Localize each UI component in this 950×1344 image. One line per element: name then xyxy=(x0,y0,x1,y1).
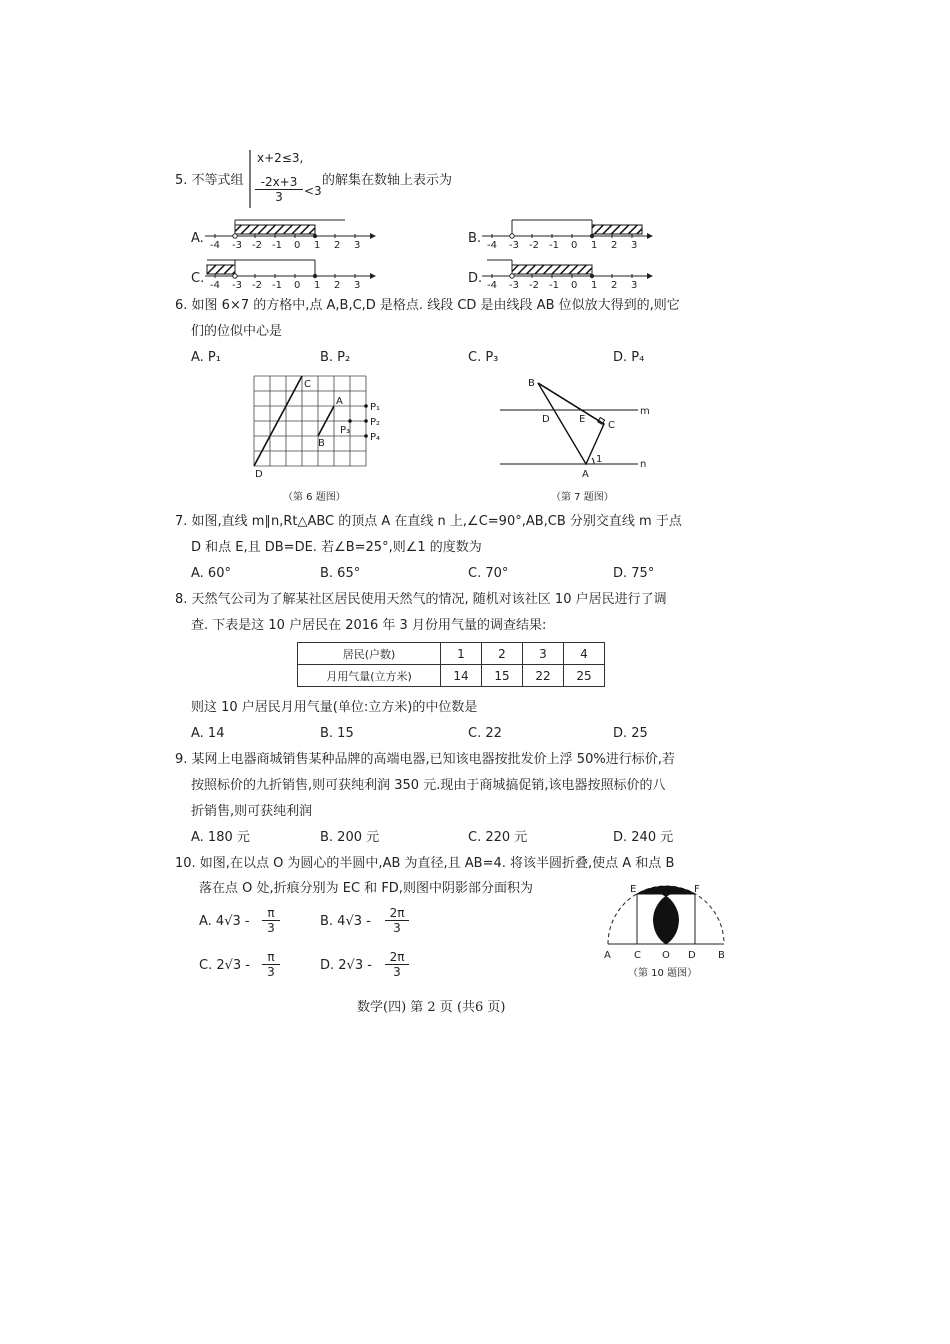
page-footer: 数学(四) 第 2 页 (共6 页) xyxy=(357,1000,506,1015)
q7-label-1: 1 xyxy=(596,454,603,465)
q7-label-n: n xyxy=(640,459,647,470)
q5-ineq2-rel: <3 xyxy=(304,184,322,198)
table-cell: 1 xyxy=(441,643,482,665)
q10-option-d[interactable]: D. 2√3 - xyxy=(320,958,372,973)
q10-option-c[interactable]: C. 2√3 - xyxy=(199,958,250,973)
table-header-households: 居民(户数) xyxy=(298,643,441,665)
q6-option-d[interactable]: D. P₄ xyxy=(613,350,645,365)
q9-option-b[interactable]: B. 200 元 xyxy=(320,830,380,845)
q7-option-c[interactable]: C. 70° xyxy=(468,566,509,581)
q9-option-c[interactable]: C. 220 元 xyxy=(468,830,528,845)
q6-option-b[interactable]: B. P₂ xyxy=(320,350,351,365)
q10-label-a: A xyxy=(604,950,611,961)
q5-option-d-numberline xyxy=(482,258,652,294)
q5-ineq2-num: -2x+3 xyxy=(255,175,303,190)
q7-label-d: D xyxy=(542,414,550,425)
table-cell: 15 xyxy=(482,665,523,687)
q6-label-p2: P₂ xyxy=(370,417,381,428)
table-row xyxy=(298,643,605,665)
q7-label-m: m xyxy=(640,406,650,417)
q10-line2: 落在点 O 处,折痕分别为 EC 和 FD,则图中阴影部分面积为 xyxy=(199,881,533,896)
q10-line1: 10. 如图,在以点 O 为圆心的半圆中,AB 为直径,且 AB=4. 将该半圆折叠,使点 A 和点 B xyxy=(175,856,675,871)
q7-label-b: B xyxy=(528,378,535,389)
table-cell: 25 xyxy=(564,665,605,687)
q8-option-a[interactable]: A. 14 xyxy=(191,726,225,741)
table-cell: 22 xyxy=(523,665,564,687)
q6-label-d: D xyxy=(255,469,263,480)
q5-option-c-label[interactable]: C. xyxy=(191,271,205,286)
q10-label-c: C xyxy=(634,950,641,961)
q10-label-d: D xyxy=(688,950,696,961)
q10-option-b[interactable]: B. 4√3 - xyxy=(320,914,371,929)
q5-stem-suffix: 的解集在数轴上表示为 xyxy=(322,173,453,188)
q6-option-c[interactable]: C. P₃ xyxy=(468,350,499,365)
q7-figure xyxy=(500,378,650,478)
q10-option-d-frac: $\frac{2\pi}{3}$ xyxy=(385,950,409,979)
q5-option-d-label[interactable]: D. xyxy=(468,271,483,286)
q5-stem-prefix: 5. 不等式组 xyxy=(175,173,244,188)
q5-option-a-label[interactable]: A. xyxy=(191,231,204,246)
q8-option-d[interactable]: D. 25 xyxy=(613,726,648,741)
q7-line1: 7. 如图,直线 m∥n,Rt△ABC 的顶点 A 在直线 n 上,∠C=90°,AB,CB 分别交直线 m 于点 xyxy=(175,514,682,529)
shaded-region xyxy=(637,891,695,944)
q5-ineq2-den: 3 xyxy=(275,190,283,204)
table-cell: 3 xyxy=(523,643,564,665)
q10-label-b: B xyxy=(718,950,725,961)
table-row xyxy=(298,665,605,687)
q8-gas-table xyxy=(297,642,605,687)
q5-option-b-label[interactable]: B. xyxy=(468,231,482,246)
q6-option-a[interactable]: A. P₁ xyxy=(191,350,221,365)
q6-line1: 6. 如图 6×7 的方格中,点 A,B,C,D 是格点. 线段 CD 是由线段 AB 位似放大得到的,则它 xyxy=(175,298,680,313)
q5-option-a-numberline xyxy=(205,218,375,254)
q7-label-e: E xyxy=(579,414,586,425)
q7-option-b[interactable]: B. 65° xyxy=(320,566,361,581)
q6-label-p3: P₃ xyxy=(340,425,351,436)
q9-line2: 按照标价的九折销售,则可获纯利润 350 元.现由于商城搞促销,该电器按照标价的八 xyxy=(191,778,666,793)
table-cell: 4 xyxy=(564,643,605,665)
q5-option-c-numberline xyxy=(205,258,375,294)
q6-label-p4: P₄ xyxy=(370,432,381,443)
table-cell: 2 xyxy=(482,643,523,665)
q10-label-e: E xyxy=(630,884,637,895)
q9-line3: 折销售,则可获纯利润 xyxy=(191,804,313,819)
q10-option-a-frac: $\frac{\pi}{3}$ xyxy=(262,906,280,935)
q7-line2: D 和点 E,且 DB=DE. 若∠B=25°,则∠1 的度数为 xyxy=(191,540,482,555)
q10-label-f: F xyxy=(694,884,700,895)
q10-option-c-frac: $\frac{\pi}{3}$ xyxy=(262,950,280,979)
q8-option-c[interactable]: C. 22 xyxy=(468,726,502,741)
table-cell: 14 xyxy=(441,665,482,687)
q7-label-c: C xyxy=(608,420,615,431)
q10-label-o: O xyxy=(662,950,670,961)
q8-option-b[interactable]: B. 15 xyxy=(320,726,354,741)
q8-line1: 8. 天然气公司为了解某社区居民使用天然气的情况, 随机对该社区 10 户居民进行了调 xyxy=(175,592,667,607)
q10-option-a[interactable]: A. 4√3 - xyxy=(199,914,250,929)
q6-caption: （第 6 题图） xyxy=(283,492,346,503)
q7-caption: （第 7 题图） xyxy=(551,492,614,503)
q10-option-b-frac: $\frac{2\pi}{3}$ xyxy=(385,906,409,935)
q9-option-a[interactable]: A. 180 元 xyxy=(191,830,250,845)
q9-option-d[interactable]: D. 240 元 xyxy=(613,830,674,845)
q6-label-p1: P₁ xyxy=(370,402,381,413)
q7-label-a: A xyxy=(582,469,589,480)
q7-option-a[interactable]: A. 60° xyxy=(191,566,231,581)
q6-label-c: C xyxy=(304,379,311,390)
table-header-usage: 月用气量(立方米) xyxy=(298,665,441,687)
system-brace xyxy=(248,150,252,210)
q7-option-d[interactable]: D. 75° xyxy=(613,566,655,581)
q8-line2: 查. 下表是这 10 户居民在 2016 年 3 月份用气量的调查结果: xyxy=(191,618,547,633)
q6-label-b: B xyxy=(318,438,325,449)
q6-label-a: A xyxy=(336,396,343,407)
q5-ineq2-frac xyxy=(255,175,303,204)
q10-semicircle-figure xyxy=(606,884,728,946)
q6-line2: 们的位似中心是 xyxy=(191,324,283,339)
q5-option-b-numberline xyxy=(482,218,652,254)
q8-line3: 则这 10 户居民月用气量(单位:立方米)的中位数是 xyxy=(191,700,478,715)
q10-caption: （第 10 题图） xyxy=(628,968,698,979)
q9-line1: 9. 某网上电器商城销售某种品牌的高端电器,已知该电器按批发价上浮 50%进行标价,若 xyxy=(175,752,675,767)
q5-ineq1: x+2≤3, xyxy=(257,151,304,165)
